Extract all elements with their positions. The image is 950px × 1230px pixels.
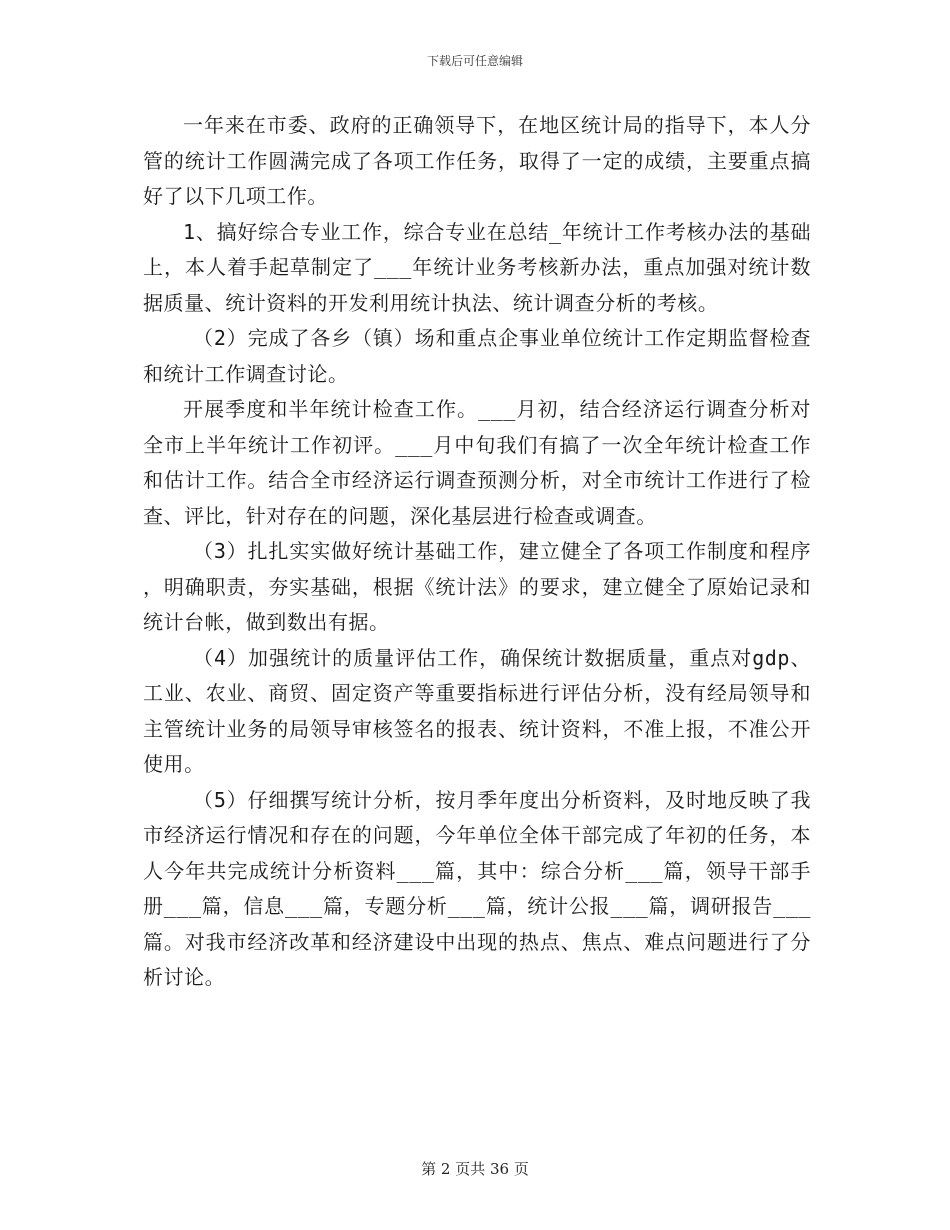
paragraph-intro: 一年来在市委、政府的正确领导下，在地区统计局的指导下，本人分管的统计工作圆满完成了各项工作任务，取得了一定的成绩，主要重点搞好了以下几项工作。: [143, 113, 811, 208]
paragraph-item-2: （2）完成了各乡（镇）场和重点企事业单位统计工作定期监督检查和统计工作调查讨论。: [143, 326, 811, 386]
paragraph-item-4: （4）加强统计的质量评估工作，确保统计数据质量，重点对gdp、工业、农业、商贸、固定资产等重要指标进行评估分析，没有经局领导和主管统计业务的局领导审核签名的报表、统计资料，不准上报，不准公开使用。: [143, 645, 811, 776]
page-number: 第 2 页共 36 页: [421, 1160, 529, 1178]
paragraph-item-1: 1、搞好综合专业工作，综合专业在总结_年统计工作考核办法的基础上，本人着手起草制定了___年统计业务考核新办法，重点加强对统计数据质量、统计资料的开发利用统计执法、统计调查分析的考核。: [143, 219, 811, 315]
paragraph-item-3: （3）扎扎实实做好统计基础工作，建立健全了各项工作制度和程序，明确职责，夯实基础，根据《统计法》的要求，建立健全了原始记录和统计台帐，做到数出有据。: [143, 539, 811, 634]
paragraph-item-5: （5）仔细撰写统计分析，按月季年度出分析资料，及时地反映了我市经济运行情况和存在的问题，今年单位全体干部完成了年初的任务，本人今年共完成统计分析资料___篇，其中：综合分析___篇，领导干部手册___篇，信息___篇，专题分析___篇，统计公报___篇，调研报告___篇。对我市经济改革和经济建设中出现的热点、焦点、难点问题进行了分析讨论。: [143, 787, 811, 989]
header-note: 下载后可任意编辑: [426, 54, 523, 68]
paragraph-inspection: 开展季度和半年统计检查工作。___月初，结合经济运行调查分析对全市上半年统计工作初评。___月中旬我们有搞了一次全年统计检查工作和估计工作。结合全市经济运行调查预测分析，对全市统计工作进行了检查、评比，针对存在的问题，深化基层进行检查或调查。: [143, 397, 811, 528]
document-body: [143, 108, 811, 996]
